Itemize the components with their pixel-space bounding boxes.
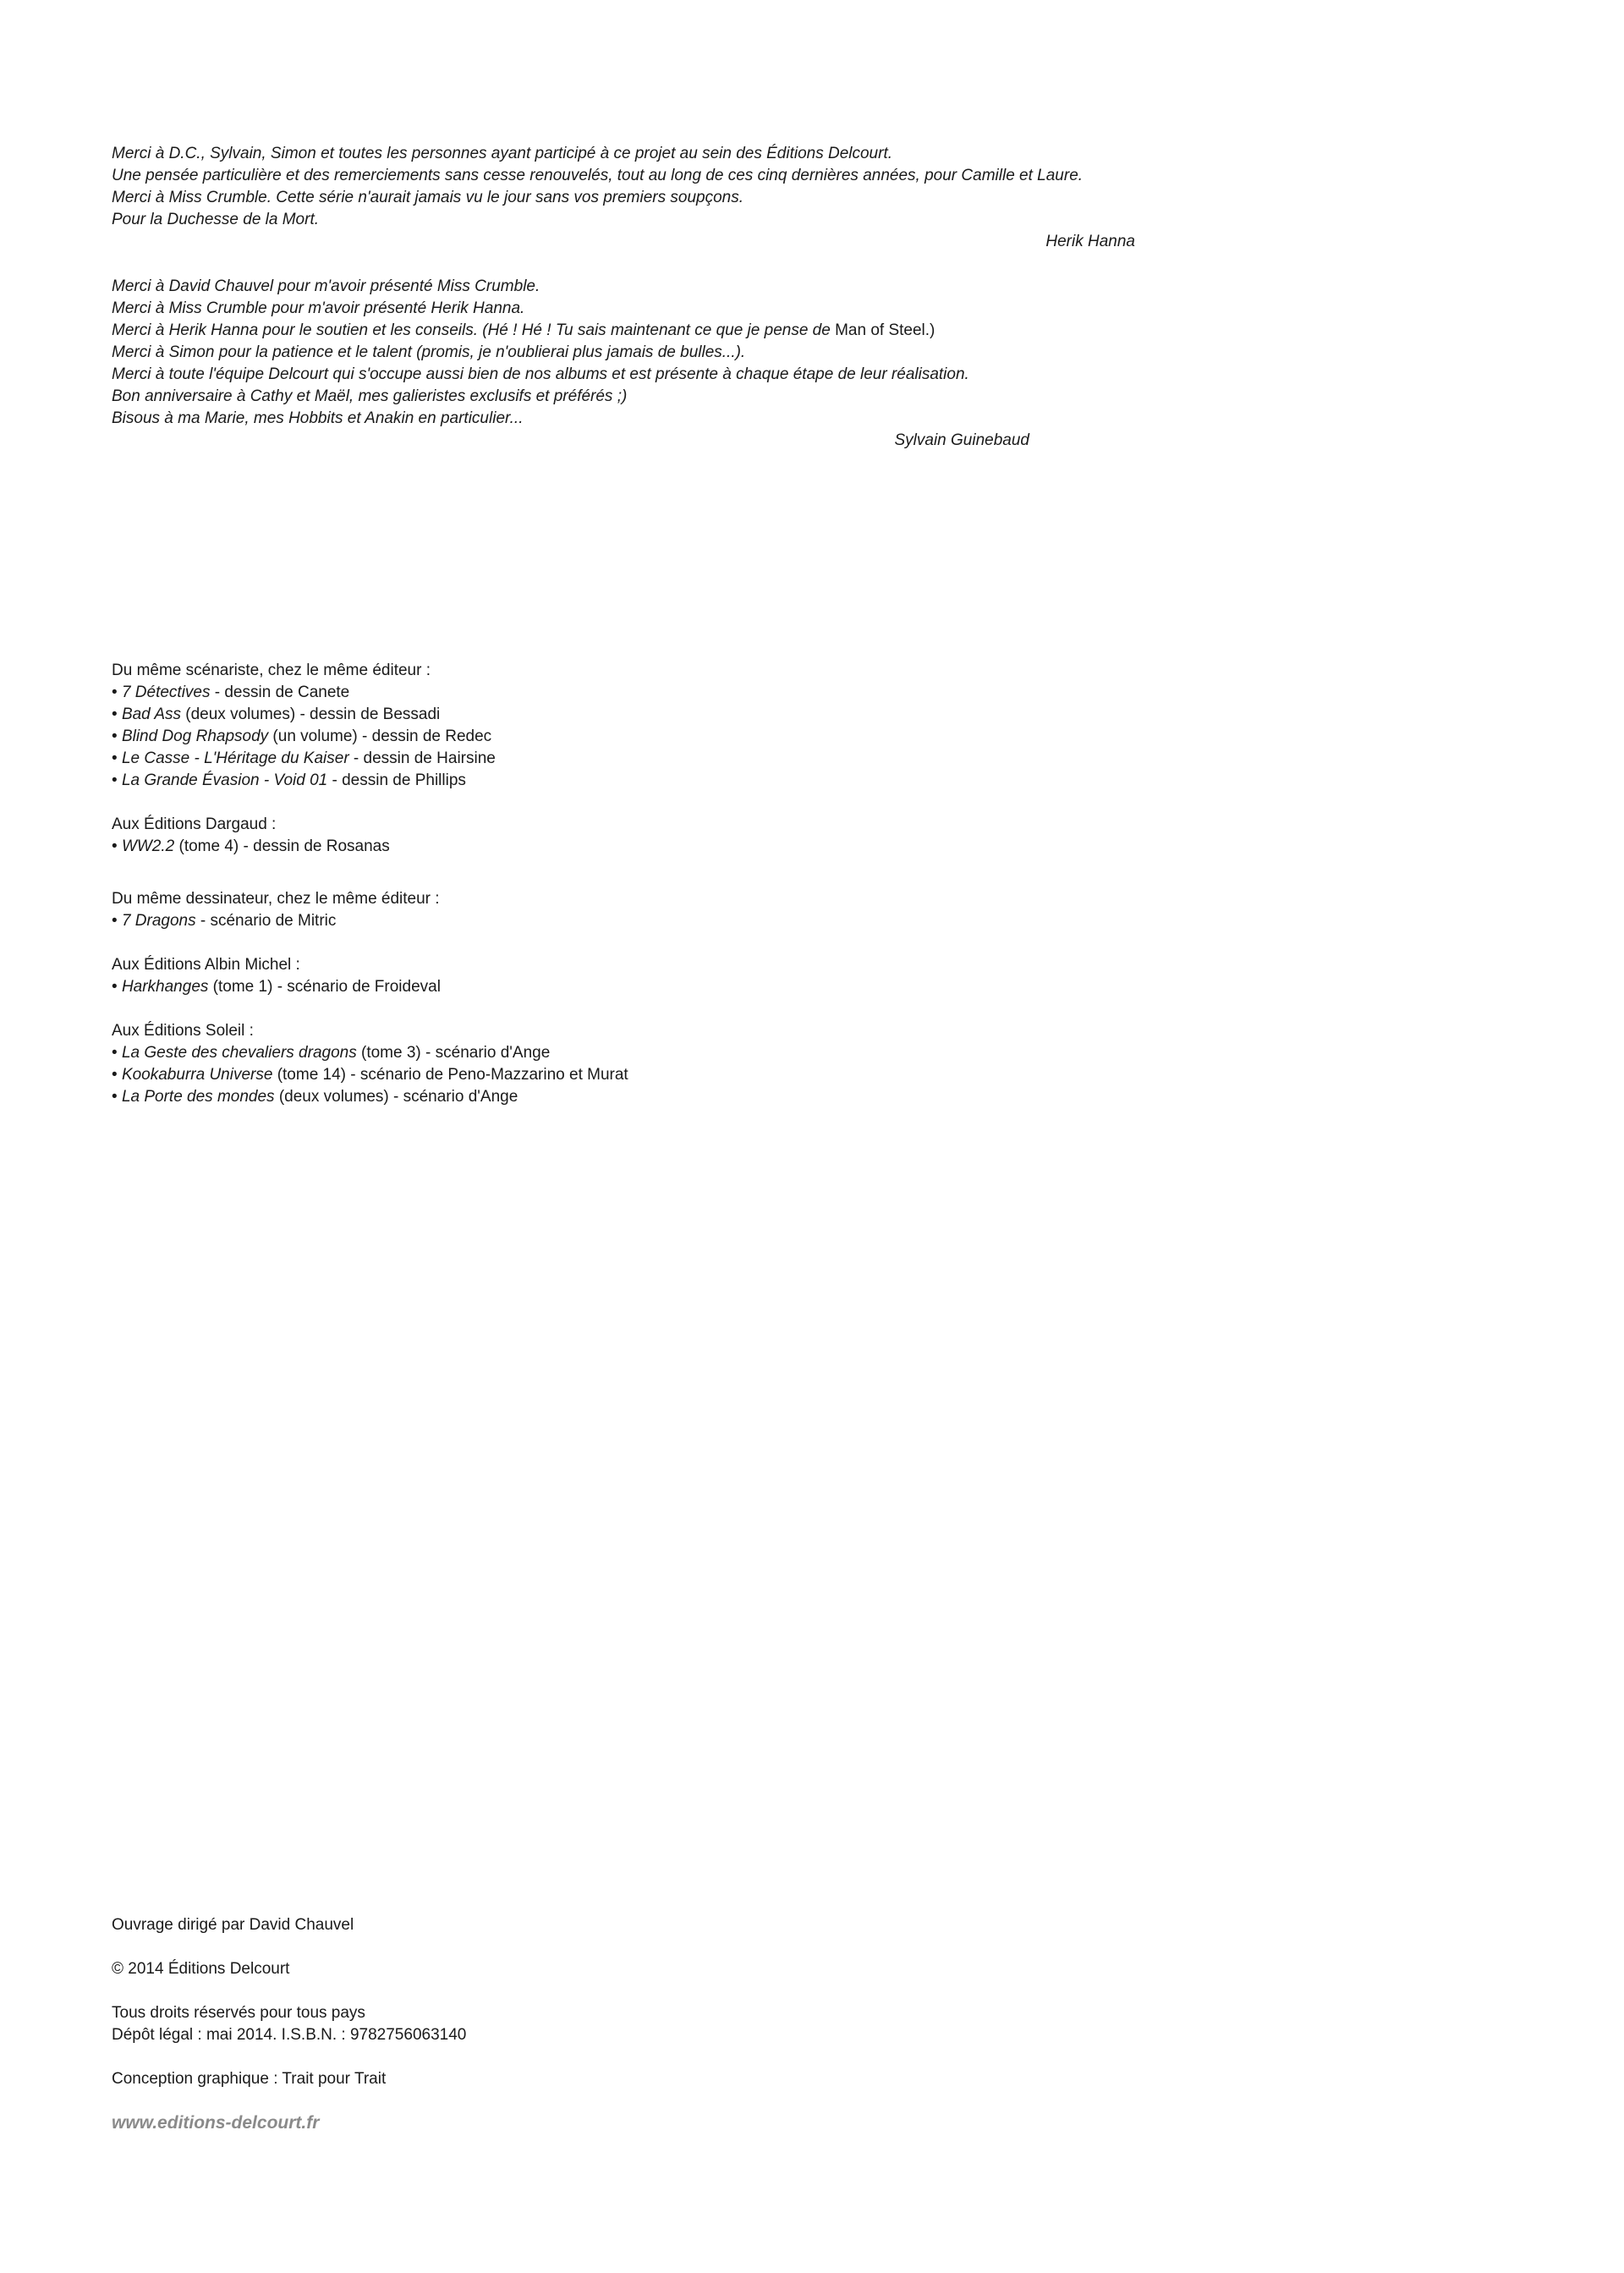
- book-detail: (tome 3) - scénario d'Ange: [356, 1044, 551, 1062]
- signature-scenarist: Herik Hanna: [1045, 233, 1135, 250]
- book-title: La Grande Évasion - Void 01: [121, 771, 328, 789]
- bullet: •: [112, 912, 122, 930]
- ack-line-part: Man of Steel.): [835, 321, 935, 339]
- bullet: •: [112, 771, 122, 789]
- list-item: [112, 748, 628, 770]
- ack-line: Merci à David Chauvel pour m'avoir présenté Miss Crumble.: [112, 277, 540, 295]
- website-link[interactable]: www.editions-delcourt.fr: [112, 2113, 320, 2133]
- ack-line: Pour la Duchesse de la Mort.: [112, 211, 320, 228]
- rights-notice: Tous droits réservés pour tous pays: [112, 2004, 365, 2022]
- bullet: •: [112, 706, 122, 723]
- section-header: Du même scénariste, chez le même éditeur :: [112, 662, 431, 679]
- book-detail: (tome 14) - scénario de Peno-Mazzarino et Murat: [272, 1066, 628, 1084]
- book-detail: (tome 1) - scénario de Froideval: [208, 978, 441, 996]
- bullet: •: [112, 749, 122, 767]
- list-item: [112, 1042, 628, 1064]
- bullet: •: [112, 727, 122, 745]
- book-title: La Geste des chevaliers dragons: [121, 1044, 357, 1062]
- book-detail: - dessin de Phillips: [327, 771, 466, 789]
- design-credit: Conception graphique : Trait pour Trait: [112, 2070, 387, 2088]
- ack-line: Merci à Simon pour la patience et le talent (promis, je n'oublierai plus jamais de bulles...).: [112, 343, 746, 361]
- book-detail: (deux volumes) - dessin de Bessadi: [181, 706, 441, 723]
- ack-line: Bisous à ma Marie, mes Hobbits et Anakin en particulier...: [112, 409, 524, 427]
- ack-line: Bon anniversaire à Cathy et Maël, mes galieristes exclusifs et préférés ;): [112, 387, 628, 405]
- copyright: © 2014 Éditions Delcourt: [112, 1960, 290, 1978]
- list-item: [112, 910, 628, 932]
- section-header: Du même dessinateur, chez le même éditeur :: [112, 890, 440, 908]
- book-title: Bad Ass: [121, 706, 181, 723]
- list-item: [112, 976, 628, 998]
- bullet: •: [112, 684, 122, 701]
- section-header: Aux Éditions Albin Michel :: [112, 956, 300, 974]
- book-title: La Porte des mondes: [121, 1088, 275, 1106]
- ack-line: [112, 320, 1029, 342]
- bullet: •: [112, 1044, 122, 1062]
- book-detail: (deux volumes) - scénario d'Ange: [274, 1088, 518, 1106]
- list-item: [112, 1086, 628, 1108]
- book-title: Le Casse - L'Héritage du Kaiser: [121, 749, 349, 767]
- acknowledgements-scenarist: [112, 143, 1135, 253]
- ack-line: Merci à D.C., Sylvain, Simon et toutes les personnes ayant participé à ce projet au sein des Éditions Delcourt.: [112, 145, 893, 162]
- book-detail: - dessin de Canete: [210, 684, 350, 701]
- book-detail: - scénario de Mitric: [195, 912, 337, 930]
- book-detail: (un volume) - dessin de Redec: [268, 727, 492, 745]
- book-detail: - dessin de Hairsine: [348, 749, 496, 767]
- bullet: •: [112, 837, 122, 855]
- list-item: [112, 704, 628, 726]
- ack-line-part: Merci à Herik Hanna pour le soutien et les conseils. (Hé ! Hé ! Tu sais maintenant ce que je pense de: [112, 321, 836, 339]
- ack-line: Une pensée particulière et des remerciements sans cesse renouvelés, tout au long de ces cinq dernières années, pour Camille et Laure.: [112, 167, 1084, 184]
- bullet: •: [112, 1066, 122, 1084]
- ack-line: Merci à Miss Crumble pour m'avoir présenté Herik Hanna.: [112, 299, 525, 317]
- bibliography: [112, 660, 628, 1108]
- signature-artist: Sylvain Guinebaud: [894, 431, 1029, 449]
- director-credit: Ouvrage dirigé par David Chauvel: [112, 1916, 354, 1934]
- book-title: Harkhanges: [121, 978, 209, 996]
- list-item: [112, 770, 628, 792]
- list-item: [112, 726, 628, 748]
- list-item: [112, 836, 628, 858]
- list-item: [112, 682, 628, 704]
- book-title: 7 Détectives: [121, 684, 211, 701]
- ack-line: Merci à toute l'équipe Delcourt qui s'occupe aussi bien de nos albums et est présente à chaque étape de leur réalisation.: [112, 365, 969, 383]
- list-item: [112, 1064, 628, 1086]
- book-detail: (tome 4) - dessin de Rosanas: [174, 837, 390, 855]
- book-title: Blind Dog Rhapsody: [121, 727, 269, 745]
- legal-deposit: Dépôt légal : mai 2014. I.S.B.N. : 9782756063140: [112, 2026, 467, 2044]
- book-title: 7 Dragons: [121, 912, 196, 930]
- book-title: Kookaburra Universe: [121, 1066, 273, 1084]
- bullet: •: [112, 978, 122, 996]
- section-header: Aux Éditions Dargaud :: [112, 815, 277, 833]
- ack-line: Merci à Miss Crumble. Cette série n'aurait jamais vu le jour sans vos premiers soupçons.: [112, 189, 744, 206]
- section-header: Aux Éditions Soleil :: [112, 1022, 254, 1040]
- bullet: •: [112, 1088, 122, 1106]
- acknowledgements-artist: [112, 276, 1029, 452]
- book-title: WW2.2: [121, 837, 175, 855]
- legal-credits: [112, 1914, 466, 2134]
